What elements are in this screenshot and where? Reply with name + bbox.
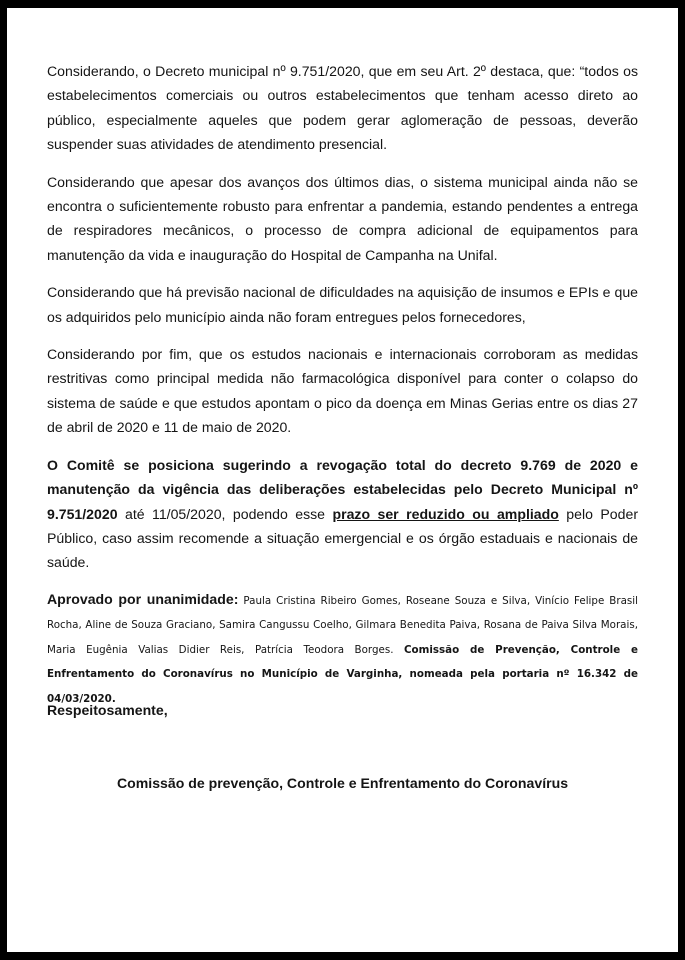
approval-names: Paula Cristina Ribeiro Gomes, Roseane Souza e Silva, Vinício Felipe Brasil Rocha, Aline de Souza Graciano, Samira Cangussu Coelho, Gilmara Benedita Paiva, Rosana de Paiva Silva Morais, Maria Eugênia Valias Didier Reis, Patrícia Teodora Borges.: [47, 594, 638, 656]
approval-label: Aprovado por unanimidade:: [47, 590, 239, 607]
paragraph-approval: [47, 588, 638, 711]
approval-commission: Comissão de Prevenção, Controle e Enfrentamento do Coronavírus no Município de Varginha, nomeada pela portaria nº 16.342 de 04/03/2020.: [47, 643, 638, 705]
paragraph-supplies: Considerando que há previsão nacional de dificuldades na aquisição de insumos e EPIs e que os adquiridos pelo município ainda não foram entregues pelos fornecedores,: [47, 284, 638, 325]
paragraph-decree-considering: Considerando, o Decreto municipal nº 9.751/2020, que em seu Art. 2º destaca, que: “todos os estabelecimentos comerciais ou outros estabelecimentos que tenham acesso direto ao público, especialmente aqueles que podem gerar aglomeração de pessoas, deverão suspender suas atividades de atendimento presencial.: [47, 63, 638, 153]
closing-salutation: Respeitosamente,: [47, 702, 168, 718]
paragraph-health-system: Considerando que apesar dos avanços dos últimos dias, o sistema municipal ainda não se encontra o suficientemente robusto para enfrentar a pandemia, estando pendentes a entrega de respiradores mecânicos, o processo de compra adicional de equipamentos para manutenção da vida e inauguração do Hospital de Campanha na Unifal.: [47, 173, 638, 263]
committee-position-text-end: pelo Poder Público, caso assim recomende a situação emergencial e os órgão estaduais e nacionais de saúde.: [47, 505, 639, 571]
committee-position-text: até 11/05/2020, podendo esse: [117, 505, 333, 522]
signature-commission: Comissão de prevenção, Controle e Enfrentamento do Coronavírus: [116, 775, 569, 791]
paragraph-studies: Considerando por fim, que os estudos nacionais e internacionais corroboram as medidas restritivas como principal medida não farmacológica disponível para conter o colapso do sistema de saúde e que estudos apontam o pico da doença em Minas Gerias entre os dias 27 de abril de 2020 e 11 de maio de 2020.: [47, 346, 638, 436]
committee-position-underlined: prazo ser reduzido ou ampliado: [332, 505, 559, 522]
committee-position-bold: O Comitê se posiciona sugerindo a revogação total do decreto 9.769 de 2020 e manutenção da vigência das deliberações estabelecidas pelo Decreto Municipal nº 9.751/2020: [47, 456, 638, 522]
paragraph-committee-position: [47, 453, 638, 575]
document-page: [7, 8, 678, 952]
